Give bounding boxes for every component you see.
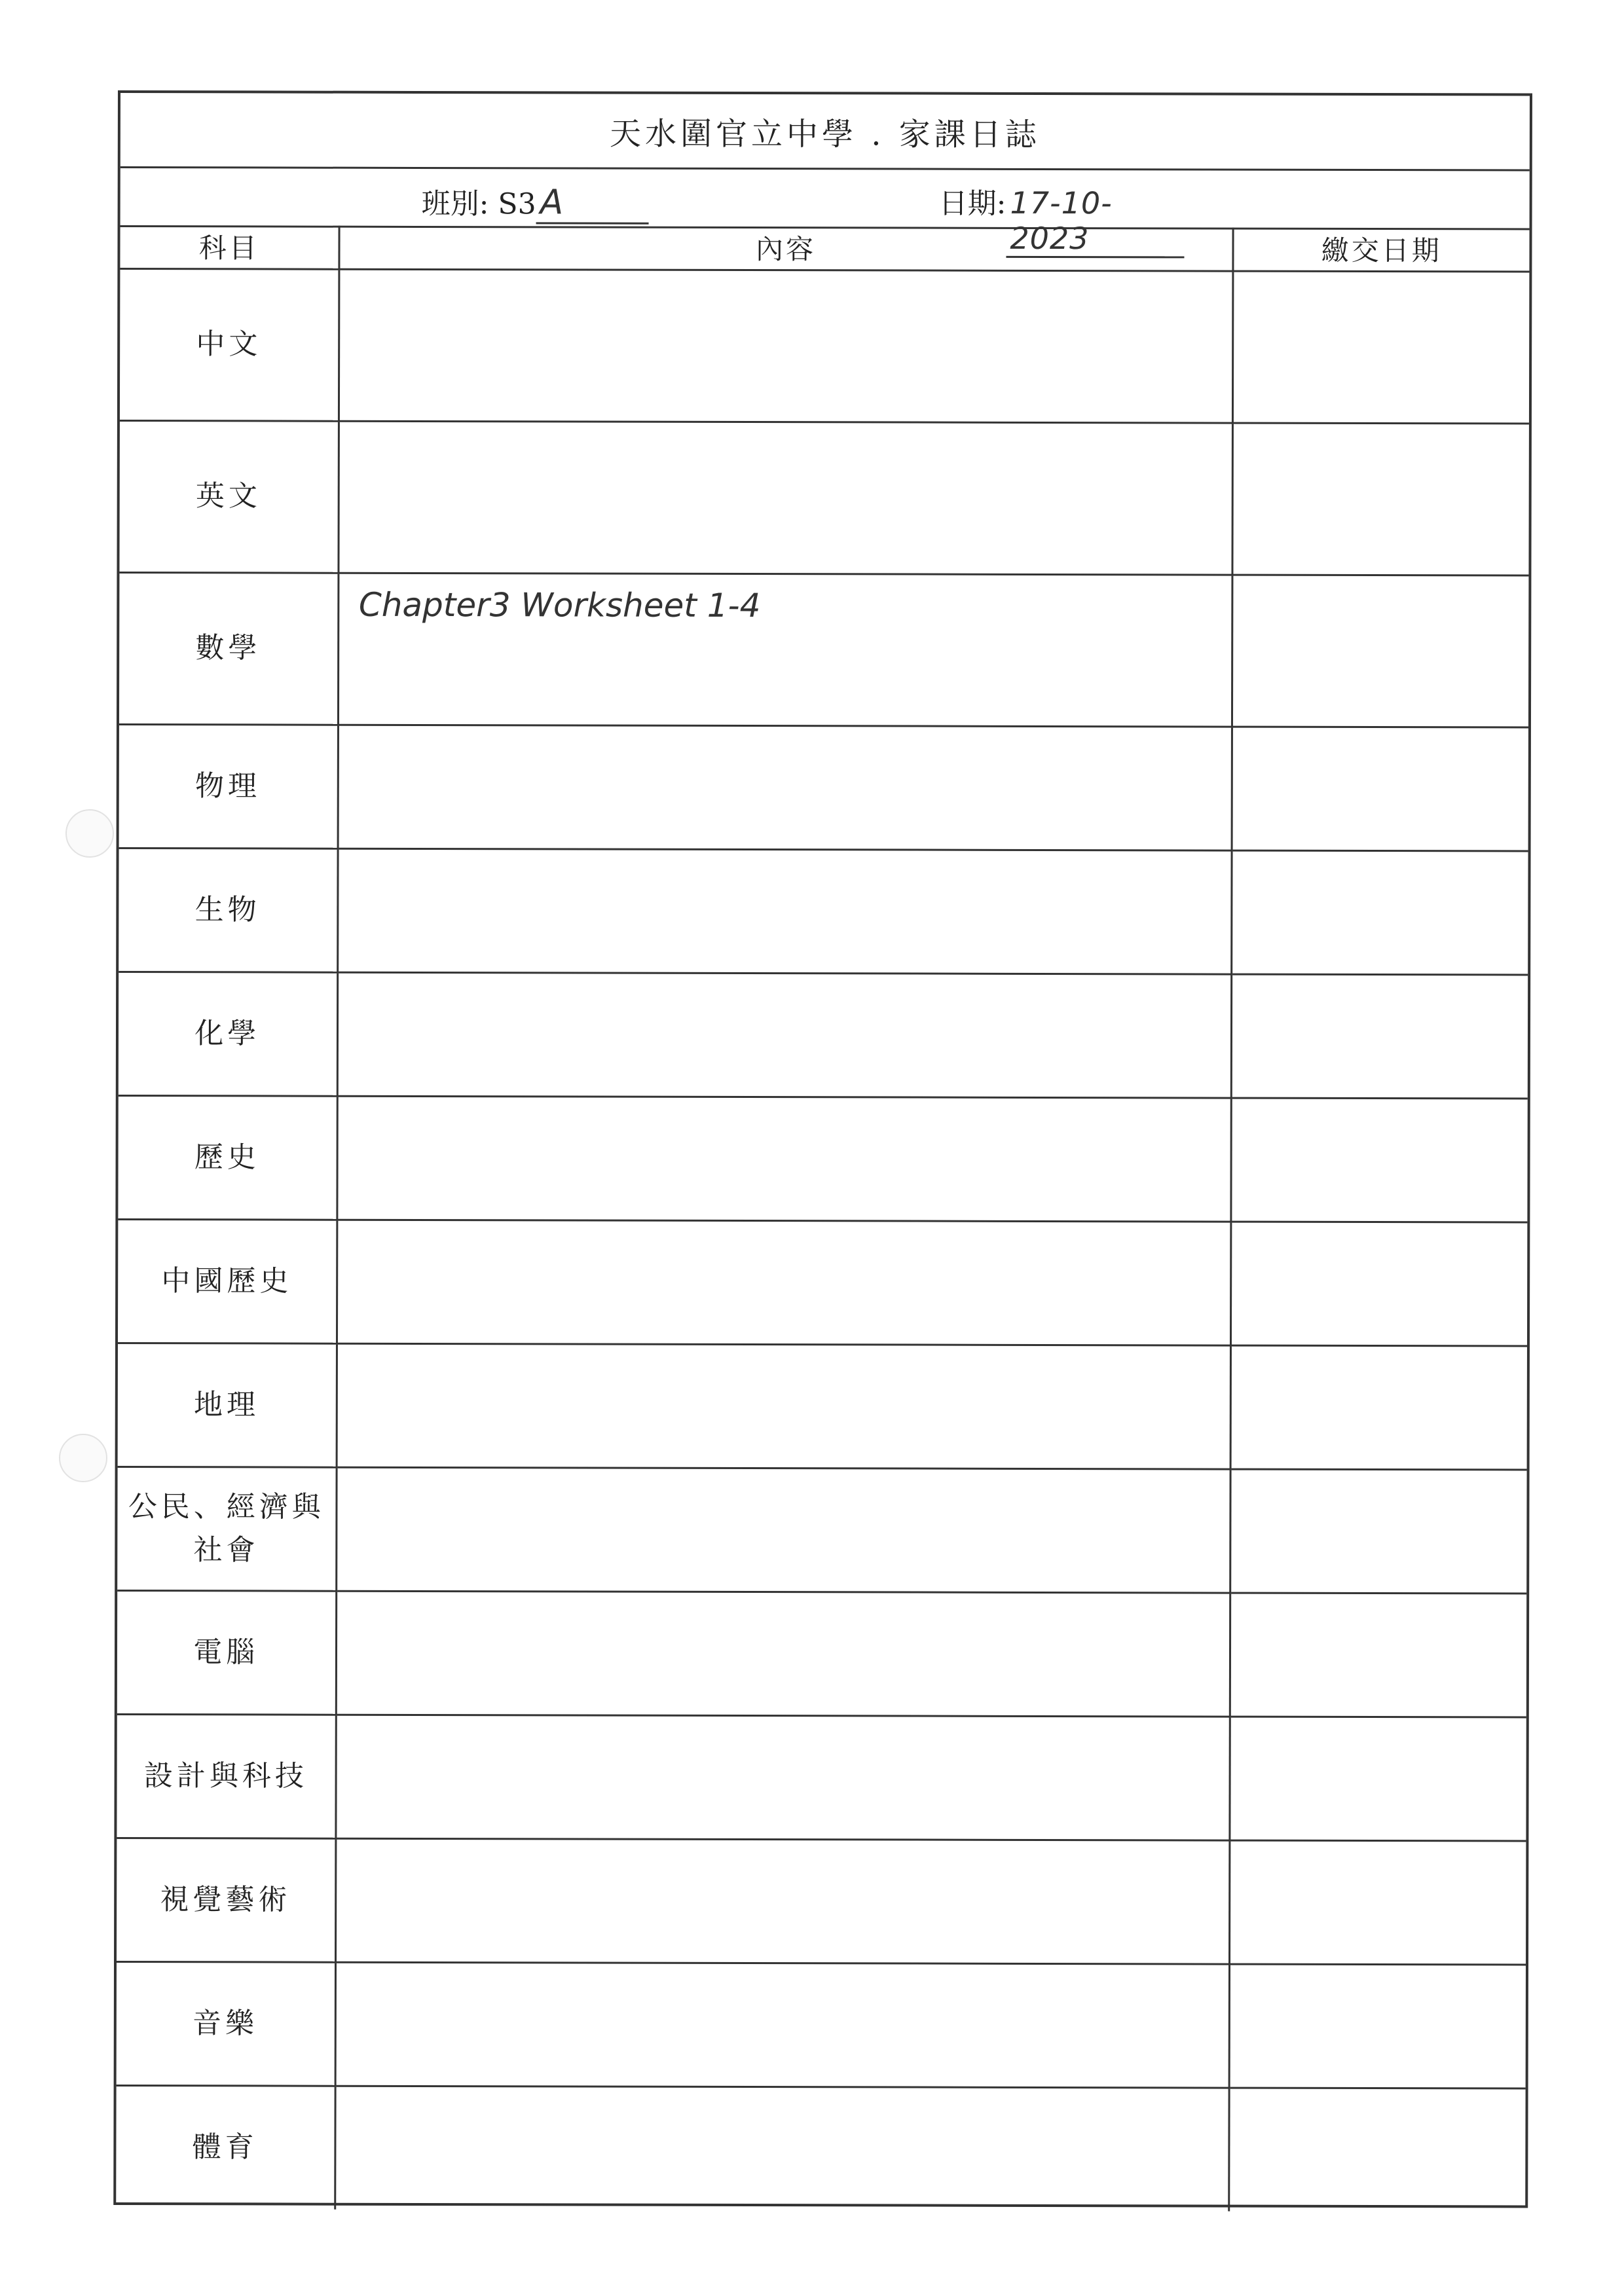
header-due: 繳交日期 [1232,228,1529,272]
subject-cell: 地理 [118,1343,337,1467]
punch-hole-top [65,809,114,858]
subject-cell: 英文 [119,420,338,573]
content-cell [335,1962,1229,2088]
content-cell [337,1343,1230,1469]
homework-log-sheet [113,90,1532,2208]
due-cell [1229,1840,1526,1965]
table-row [117,1714,1526,1841]
homework-table [116,225,1529,2212]
header-row [120,225,1529,272]
table-row [120,268,1529,424]
subject-cell: 視覺藝術 [117,1838,335,1962]
class-value: A [536,183,649,224]
table-row [116,2085,1525,2212]
subject-cell: 公民、經濟與社會 [117,1467,336,1591]
content-cell [336,1591,1230,1717]
class-label: 班別: [421,187,489,221]
table-row [117,1961,1526,2088]
table-row [119,972,1528,1099]
table-row [119,420,1528,575]
content-cell [339,269,1232,423]
table-row [117,1590,1526,1717]
due-cell [1228,2088,1525,2212]
table-row [119,572,1528,727]
table-row [117,1838,1526,1965]
class-prefix: S3 [498,187,536,221]
subject-cell: 歷史 [118,1095,337,1220]
table-row [118,1095,1527,1222]
content-cell [338,421,1232,575]
due-cell [1231,974,1528,1099]
content-cell [337,1096,1230,1222]
table-row [119,848,1528,975]
content-cell [338,725,1232,850]
due-cell [1232,271,1529,424]
header-subject: 科目 [120,225,339,269]
table-row [118,1343,1527,1470]
content-cell [337,1220,1230,1345]
due-cell [1229,1717,1526,1841]
due-cell [1230,1098,1527,1222]
date-value: 17-10-2023 [1006,185,1184,259]
class-field [422,180,649,225]
due-cell [1232,423,1528,575]
content-cell: Chapter3 Worksheet 1-4 [338,573,1232,727]
page-title: 天水圍官立中學 . 家課日誌 [120,93,1530,172]
due-cell [1231,850,1528,975]
subject-cell: 生物 [119,848,337,972]
date-label: 日期: [938,187,1006,221]
table-row [118,1219,1527,1346]
content-cell [336,1467,1230,1593]
content-cell [335,1715,1229,1840]
due-cell [1230,1222,1527,1346]
content-cell [337,972,1231,1098]
content-cell [335,1838,1229,1964]
due-cell [1230,1593,1526,1717]
due-cell [1232,575,1528,727]
subject-cell: 音樂 [117,1961,335,2086]
subject-cell: 中國歷史 [118,1219,337,1343]
subject-cell: 化學 [119,972,337,1096]
punch-hole-bottom [59,1434,107,1482]
due-cell [1230,1469,1526,1594]
content-cell [337,848,1231,974]
header-content: 內容 [339,226,1232,271]
subject-cell: 設計與科技 [117,1714,335,1838]
subject-cell: 中文 [120,268,339,421]
subject-cell: 電腦 [117,1590,336,1715]
due-cell [1230,1345,1527,1470]
table-row [117,1467,1526,1594]
due-cell [1232,727,1528,851]
due-cell [1229,1964,1526,2088]
table-row [119,724,1528,851]
subject-cell: 體育 [116,2085,335,2210]
subject-cell: 數學 [119,572,338,725]
content-cell [335,2086,1228,2212]
subject-cell: 物理 [119,724,338,848]
